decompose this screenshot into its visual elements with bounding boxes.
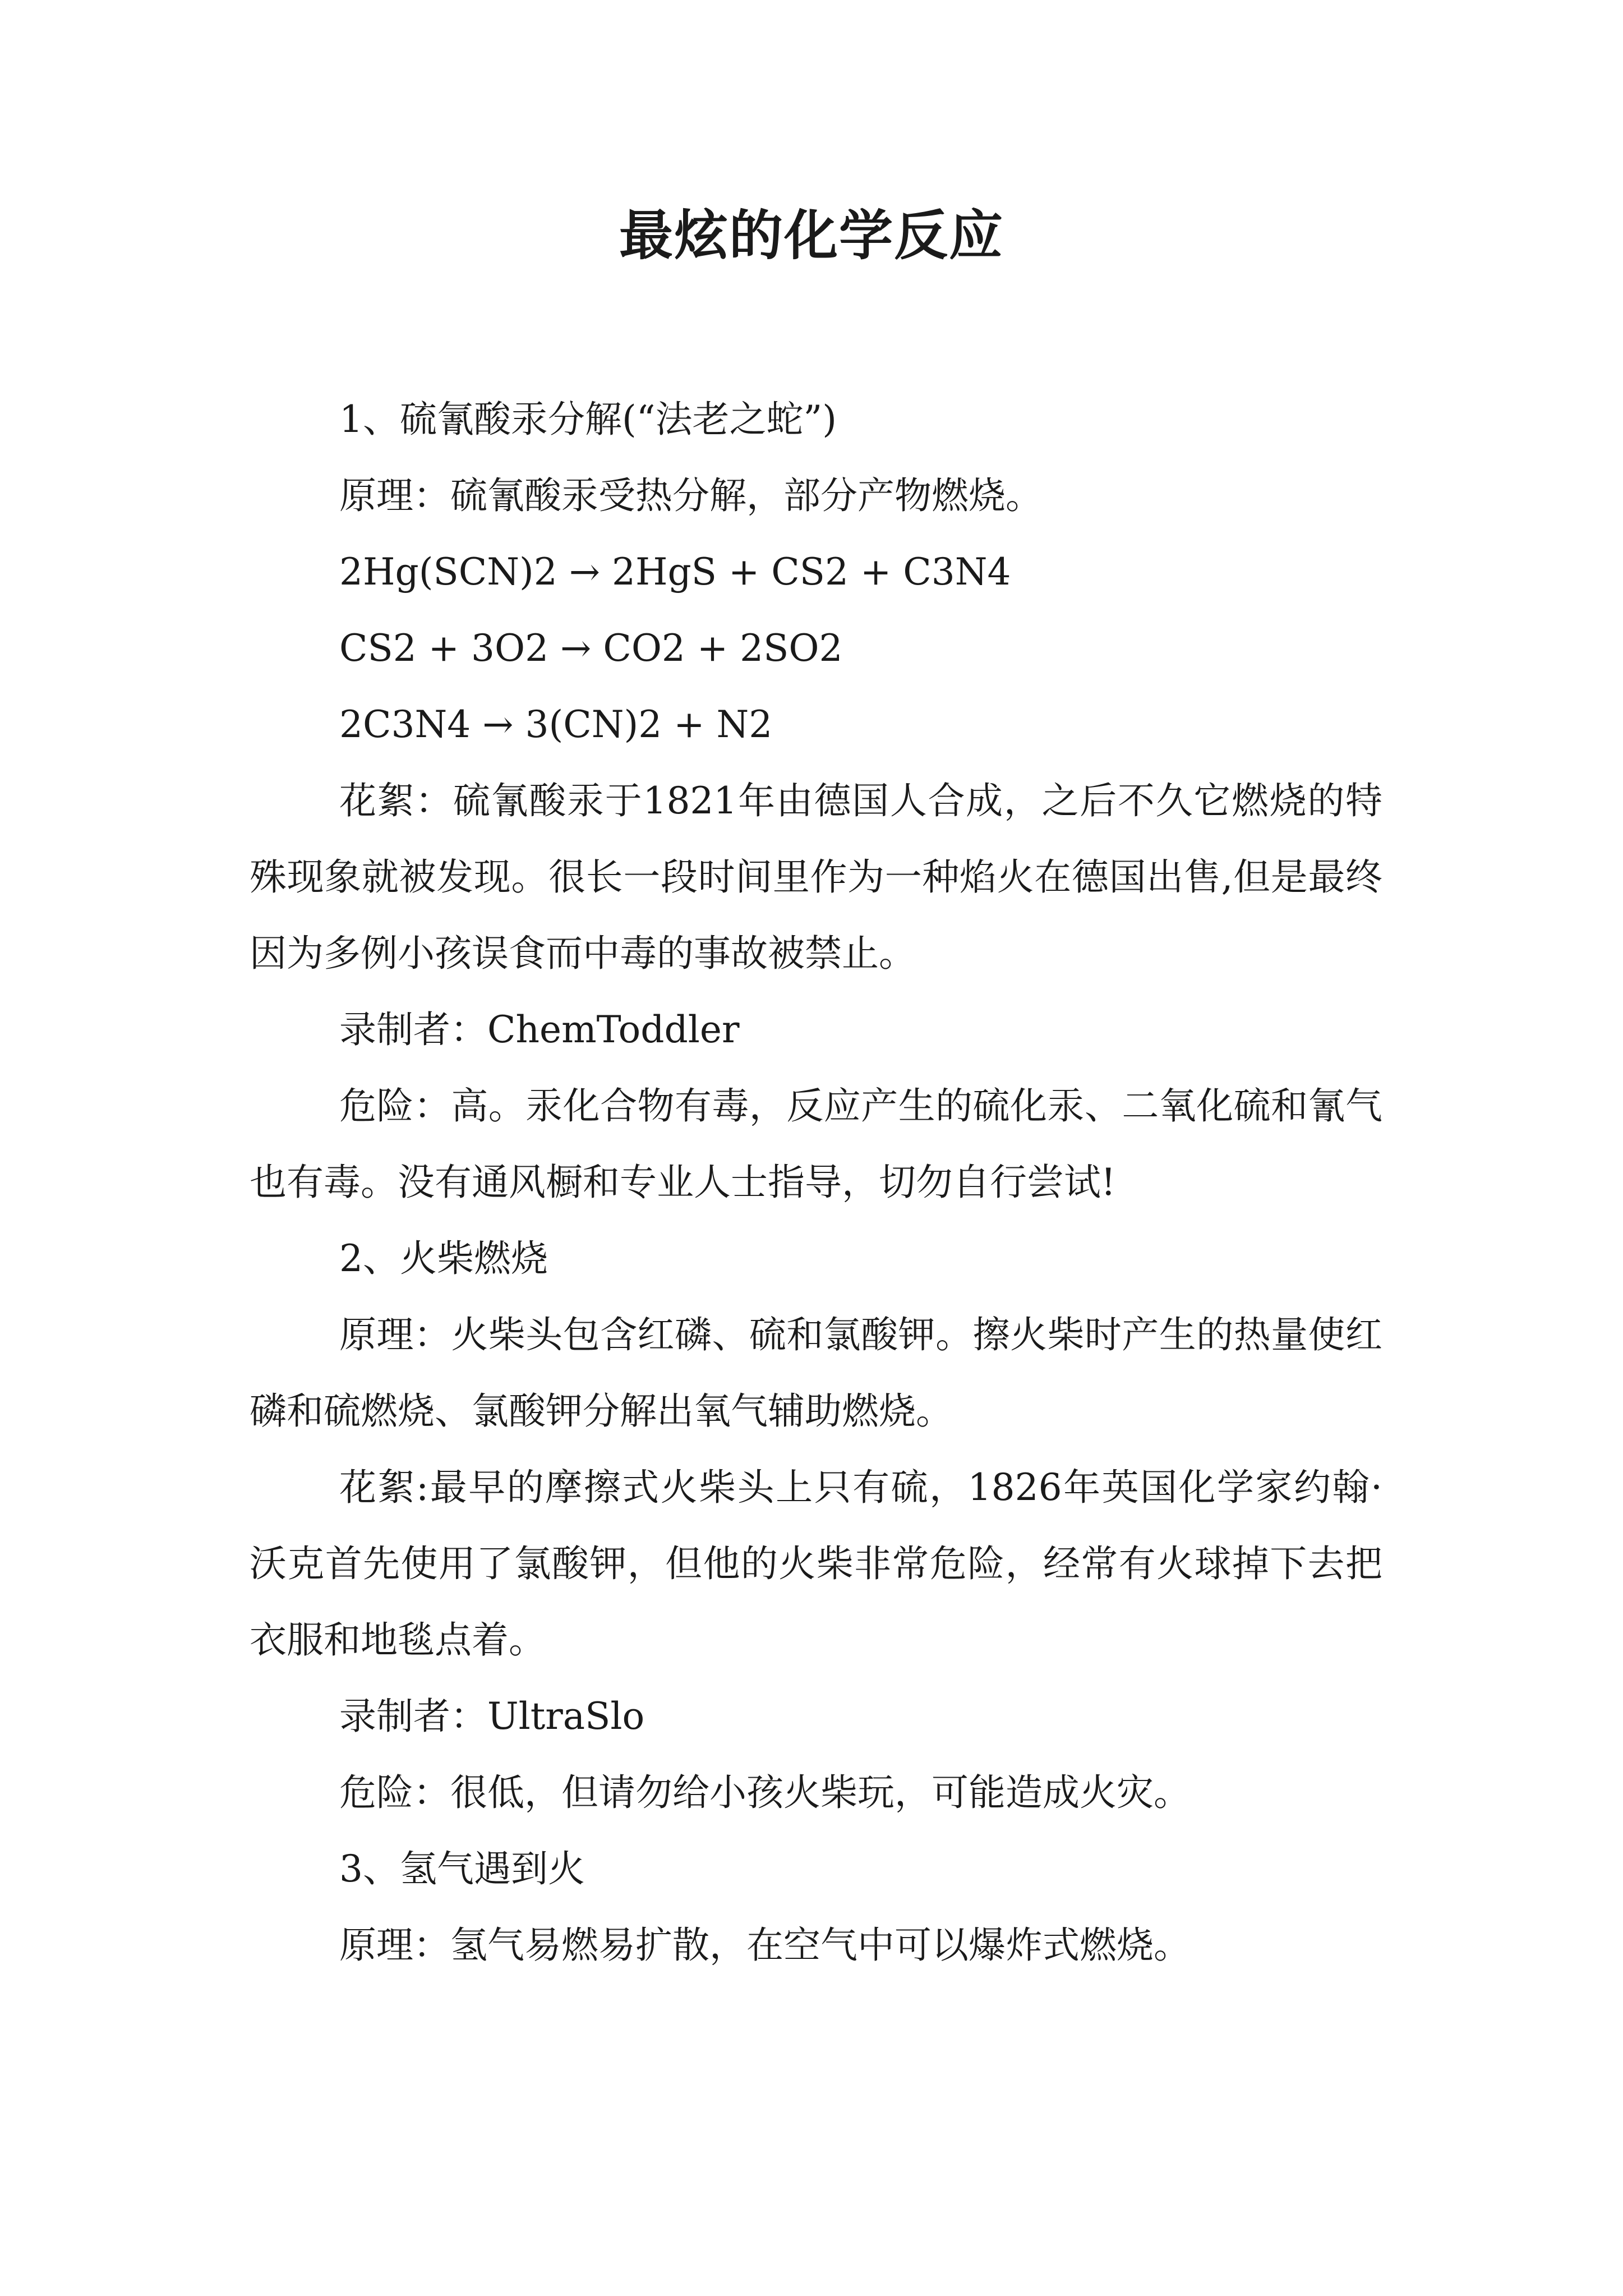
- section-2-heading: 2、火柴燃烧: [339, 1237, 548, 1280]
- section-1-danger: 危险：高。汞化合物有毒，反应产生的硫化汞、二氧化硫和氰气也有毒。没有通风橱和专业人士指导，切勿自行尝试!: [250, 1084, 1382, 1204]
- section-2-recorder: 录制者：UltraSlo: [339, 1695, 645, 1738]
- section-2-principle: 原理：火柴头包含红磷、硫和氯酸钾。擦火柴时产生的热量使红磷和硫燃烧、氯酸钾分解出氧气辅助燃烧。: [250, 1313, 1382, 1433]
- equation-1: 2Hg(SCN)2 → 2HgS + CS2 + C3N4: [339, 550, 1011, 593]
- equation-2: CS2 + 3O2 → CO2 + 2SO2: [339, 627, 843, 670]
- section-2-trivia: 花絮:最早的摩擦式火柴头上只有硫，1826年英国化学家约翰·沃克首先使用了氯酸钾，但他的火柴非常危险，经常有火球掉下去把衣服和地毯点着。: [250, 1466, 1382, 1662]
- section-1-heading: 1、硫氰酸汞分解(“法老之蛇”): [339, 398, 837, 441]
- section-2-danger: 危险：很低，但请勿给小孩火柴玩，可能造成火灾。: [339, 1771, 1191, 1814]
- section-3-principle: 原理：氢气易燃易扩散，在空气中可以爆炸式燃烧。: [339, 1924, 1191, 1967]
- page-title: 最炫的化学反应: [619, 204, 1004, 267]
- section-1-principle: 原理：硫氰酸汞受热分解，部分产物燃烧。: [339, 474, 1043, 517]
- section-1-trivia: 花絮：硫氰酸汞于1821年由德国人合成，之后不久它燃烧的特殊现象就被发现。很长一段时间里作为一种焰火在德国出售,但是最终因为多例小孩误食而中毒的事故被禁止。: [250, 779, 1382, 975]
- section-3-heading: 3、氢气遇到火: [339, 1847, 585, 1890]
- section-1-recorder: 录制者：ChemToddler: [339, 1008, 740, 1051]
- equation-3: 2C3N4 → 3(CN)2 + N2: [339, 703, 773, 746]
- document-body: [250, 381, 1382, 1984]
